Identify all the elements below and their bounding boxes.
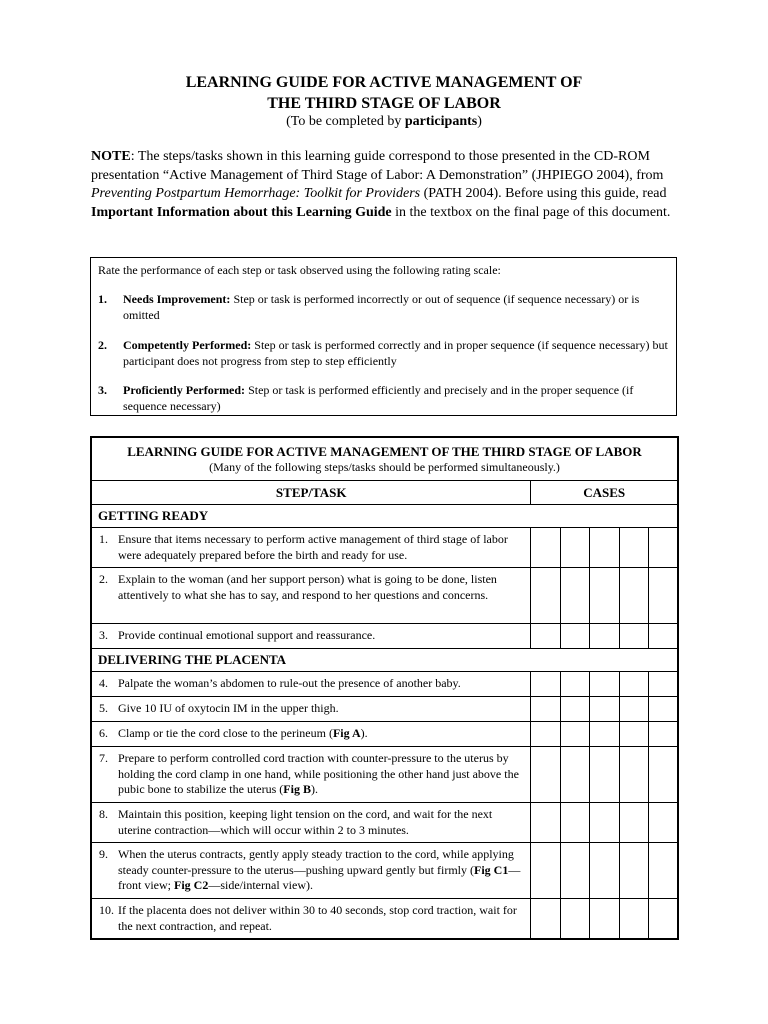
case-checkbox[interactable] xyxy=(619,722,648,747)
case-checkbox[interactable] xyxy=(648,843,678,899)
case-checkbox[interactable] xyxy=(648,803,678,843)
case-checkbox[interactable] xyxy=(648,672,678,697)
case-checkbox[interactable] xyxy=(619,672,648,697)
step-number: 9. xyxy=(99,847,108,861)
case-checkbox[interactable] xyxy=(560,803,589,843)
figure-ref: Fig B xyxy=(283,782,311,796)
step-text: Prepare to perform controlled cord traction with counter-pressure to the uterus by holding the cord clamp in one hand, while positioning the other hand just above the pubic bone to stabilize the uterus ( xyxy=(118,751,519,796)
table-title: LEARNING GUIDE FOR ACTIVE MANAGEMENT OF THE THIRD STAGE OF LABOR xyxy=(127,444,642,459)
case-checkbox[interactable] xyxy=(590,803,619,843)
case-checkbox[interactable] xyxy=(648,624,678,649)
case-checkbox[interactable] xyxy=(531,624,560,649)
step-number: 1. xyxy=(99,532,108,546)
note-bold: Important Information about this Learning Guide xyxy=(91,204,392,220)
step-text: ). xyxy=(360,726,368,740)
case-checkbox[interactable] xyxy=(619,843,648,899)
case-checkbox[interactable] xyxy=(531,899,560,940)
step-text: Explain to the woman (and her support person) what is going to be done, listen attentively to what she has to say, and respond to her questions and concerns. xyxy=(118,572,497,602)
table-row xyxy=(91,624,678,649)
note-italic: Preventing Postpartum Hemorrhage: Toolkit for Providers xyxy=(91,186,421,201)
document-title-line2: THE THIRD STAGE OF LABOR xyxy=(267,95,501,112)
case-checkbox[interactable] xyxy=(619,624,648,649)
case-checkbox[interactable] xyxy=(560,568,589,624)
step-text: ). xyxy=(310,782,318,796)
case-checkbox[interactable] xyxy=(590,697,619,722)
table-row xyxy=(91,697,678,722)
case-checkbox[interactable] xyxy=(619,747,648,803)
section-getting-ready: GETTING READY xyxy=(91,505,678,528)
table-row xyxy=(91,803,678,843)
case-checkbox[interactable] xyxy=(619,899,648,940)
figure-ref: Fig C1 xyxy=(474,862,509,877)
case-checkbox[interactable] xyxy=(560,899,589,940)
step-text: Palpate the woman’s abdomen to rule-out the presence of another baby. xyxy=(118,676,461,690)
case-checkbox[interactable] xyxy=(560,528,589,568)
step-text: When the uterus contracts, gently apply steady traction to the cord, while applying steady counter-pressure to the uterus—pushing upward gently but firmly ( xyxy=(118,847,514,877)
subtitle-bold: participants xyxy=(404,114,478,129)
rating-scale-box xyxy=(90,257,677,416)
table-subtitle: (Many of the following steps/tasks should be performed simultaneously.) xyxy=(209,459,560,474)
case-checkbox[interactable] xyxy=(648,899,678,940)
case-checkbox[interactable] xyxy=(648,697,678,722)
case-checkbox[interactable] xyxy=(531,697,560,722)
rating-desc: Step or task is performed incorrectly or out of sequence (if sequence necessary) or is omitted xyxy=(123,292,640,322)
rating-label: Competently Performed: xyxy=(123,338,252,352)
step-text: Ensure that items necessary to perform active management of third stage of labor were adequately prepared before the birth and ready for use. xyxy=(118,532,508,562)
step-text: If the placenta does not deliver within 30 to 40 seconds, stop cord traction, wait for the next contraction, and repeat. xyxy=(118,903,517,933)
note-label: NOTE xyxy=(91,149,131,164)
case-checkbox[interactable] xyxy=(531,722,560,747)
note-text: (PATH 2004). Before using this guide, read xyxy=(420,186,667,201)
rating-label: Needs Improvement: xyxy=(123,292,231,306)
table-row xyxy=(91,899,678,940)
case-checkbox[interactable] xyxy=(648,747,678,803)
step-number: 6. xyxy=(99,726,108,740)
table-row xyxy=(91,568,678,624)
rating-item xyxy=(98,338,668,369)
case-checkbox[interactable] xyxy=(560,843,589,899)
step-number: 10. xyxy=(99,903,114,917)
rating-item xyxy=(98,383,668,414)
case-checkbox[interactable] xyxy=(590,843,619,899)
case-checkbox[interactable] xyxy=(531,803,560,843)
note-paragraph xyxy=(91,148,679,222)
rating-scale-intro: Rate the performance of each step or task observed using the following rating scale: xyxy=(98,263,501,277)
rating-number: 3. xyxy=(98,383,107,397)
step-text: Clamp or tie the cord close to the perineum ( xyxy=(118,726,333,740)
step-number: 7. xyxy=(99,751,108,765)
case-checkbox[interactable] xyxy=(560,697,589,722)
subtitle-end: ) xyxy=(477,114,482,129)
case-checkbox[interactable] xyxy=(590,528,619,568)
rating-desc: Step or task is performed correctly and in proper sequence (if sequence necessary) but participant does not progress from step to step efficiently xyxy=(123,338,668,368)
step-number: 3. xyxy=(99,628,108,642)
rating-number: 1. xyxy=(98,292,107,306)
figure-ref: Fig A xyxy=(332,726,361,740)
learning-guide-table xyxy=(90,436,679,940)
case-checkbox[interactable] xyxy=(590,624,619,649)
step-text: Give 10 IU of oxytocin IM in the upper thigh. xyxy=(118,701,339,715)
table-header xyxy=(91,437,678,481)
rating-desc: Step or task is performed efficiently and precisely and in the proper sequence (if sequence necessary) xyxy=(123,383,634,413)
rating-label: Proficiently Performed: xyxy=(123,383,246,397)
step-number: 5. xyxy=(99,701,108,715)
step-text: Provide continual emotional support and reassurance. xyxy=(118,628,376,642)
case-checkbox[interactable] xyxy=(560,747,589,803)
case-checkbox[interactable] xyxy=(560,722,589,747)
case-checkbox[interactable] xyxy=(648,722,678,747)
document-title-line1: LEARNING GUIDE FOR ACTIVE MANAGEMENT OF xyxy=(185,74,583,91)
case-checkbox[interactable] xyxy=(531,843,560,899)
case-checkbox[interactable] xyxy=(619,528,648,568)
step-text: —front view; xyxy=(118,862,521,892)
case-checkbox[interactable] xyxy=(531,528,560,568)
step-text: Maintain this position, keeping light tension on the cord, and wait for the next uterine contraction—which will occur within 2 to 3 minutes. xyxy=(118,807,493,837)
case-checkbox[interactable] xyxy=(590,672,619,697)
case-checkbox[interactable] xyxy=(590,747,619,803)
section-delivering-placenta: DELIVERING THE PLACENTA xyxy=(91,649,678,672)
step-text: —side/internal view). xyxy=(208,878,313,892)
case-checkbox[interactable] xyxy=(619,568,648,624)
case-checkbox[interactable] xyxy=(619,697,648,722)
table-row xyxy=(91,747,678,803)
case-checkbox[interactable] xyxy=(531,568,560,624)
step-number: 8. xyxy=(99,807,108,821)
case-checkbox[interactable] xyxy=(590,568,619,624)
case-checkbox[interactable] xyxy=(560,672,589,697)
step-number: 2. xyxy=(99,572,108,586)
note-text: in the textbox on the final page of this document. xyxy=(391,204,671,220)
rating-number: 2. xyxy=(98,338,107,352)
rating-item xyxy=(98,292,668,323)
table-row xyxy=(91,672,678,697)
table-row xyxy=(91,722,678,747)
document-subtitle xyxy=(0,113,768,131)
case-checkbox[interactable] xyxy=(560,624,589,649)
figure-ref: Fig C2 xyxy=(174,878,209,892)
table-row xyxy=(91,843,678,899)
column-header-step: STEP/TASK xyxy=(91,481,531,505)
column-header-cases: CASES xyxy=(531,481,678,505)
note-text: : The steps/tasks shown in this learning guide correspond to those presented in the CD-ROM presentation “Active Management of Third Stage of Labor: A Demonstration” (JHPIEGO 2004), from xyxy=(91,149,664,183)
case-checkbox[interactable] xyxy=(531,747,560,803)
case-checkbox[interactable] xyxy=(648,568,678,624)
case-checkbox[interactable] xyxy=(531,672,560,697)
case-checkbox[interactable] xyxy=(648,528,678,568)
step-number: 4. xyxy=(99,676,108,690)
case-checkbox[interactable] xyxy=(619,803,648,843)
table-row xyxy=(91,528,678,568)
case-checkbox[interactable] xyxy=(590,722,619,747)
case-checkbox[interactable] xyxy=(590,899,619,940)
subtitle-text: (To be completed by xyxy=(286,114,405,129)
